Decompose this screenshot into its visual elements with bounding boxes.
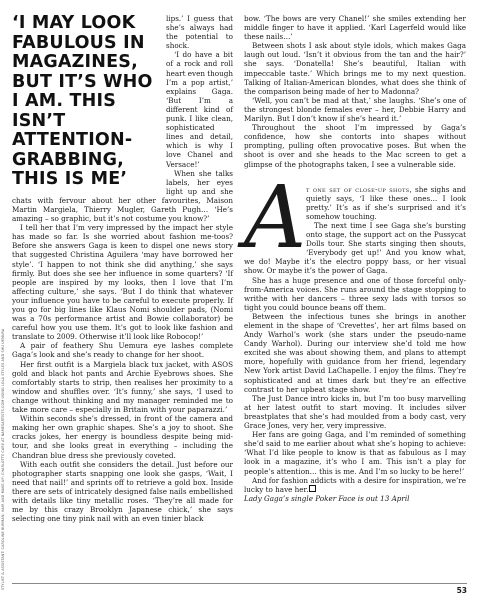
dropcap-text: she sighs and quietly says, ‘I like these ones… I look pretty.’ It’s as if she’s surprised and it’s somehow touching.	[306, 184, 466, 221]
photo-credit-text: STYLIST & ASSISTANT: CAROLINE BURMAN. HAIR AND MAKE-UP: CHARLOTTE CARE AT NAMESARTISTS.COM USING LOLA STYLES AND SHU UEMURA	[1, 328, 5, 590]
body-paragraph: The Just Dance intro kicks in, but I’m too busy marvelling at her latest outfit to start moving. It includes silver breastplates that she’s had moulded from a body cast, very Grace Jones, very her, very impressive.	[244, 393, 466, 431]
body-paragraph	[244, 476, 466, 494]
photo-credit	[1, 300, 7, 590]
left-column	[12, 14, 233, 523]
body-paragraph: Between the infectious tunes she brings in another element in the shape of ‘Crevettes’, her art films based on Andy Warhol’s work (she stars under the pseudo-name Candy Warhol). During our interview she’d told me how excited she was about showing them, and plans to attempt more, hopefully with guidance from her friend, legendary New York artist David LaChapelle. I enjoy the films. They’re sophisticated and at times dark but they’re an effective contrast to her upbeat stage show.	[244, 311, 466, 394]
body-paragraph: Her first outfit is a Margiela black tux jacket, with ASOS gold and black hot pants and Archie Eyebrows shoes. She comfortably starts to strip, then realises her proximity to a window and shuffles over. ‘It’s funny,’ she says, ‘I used to change without thinking and my manager reminded me to take more care – especially in Britain with your paparazzi.’	[12, 359, 233, 415]
end-mark-icon	[309, 485, 316, 492]
body-paragraph: bow. ‘The bows are very Chanel!’ she smiles extending her middle finger to have it applied. ‘Karl Lagerfeld would like these nails…’	[244, 14, 466, 42]
right-column	[244, 14, 466, 503]
dropcap-lead-in: t one set of close-up shots,	[306, 184, 413, 194]
body-paragraph: When she talks labels, her eyes light up and she chats with fervour about her other favourites, Maison Martin Margiela, Thierry Mugler, Gareth Pugh… ‘He’s amazing – so graphic, but it’s not costume you know?’	[12, 168, 233, 224]
pull-quote: ‘I MAY LOOK FABULOUS IN MAGAZINES, BUT IT’S WHO I AM. THIS ISN’T ATTENTION-GRABBING, THIS IS ME’	[12, 13, 153, 189]
body-paragraph: I tell her that I’m very impressed by the impact her style has made so far. Is she worried about fashion me-toos? Before she answers Gaga is keen to dispel one news story that suggested Christina Aguilera ‘may have borrowed her style’. ‘I happen to not think she did anything,’ she says firmly. But does she see her influence in some quarters? ‘If people are inspired by my looks, then I love that I’m affecting culture,’ she says. ‘But I do think that whatever your influence you have to be careful to execute properly. If you go for big lines like Klaus Nomi shoulder pads, (Nomi was a 70s performance artist and Bowie collaborator) be careful how you use them. It’s got to look like fashion and translate to 2009. Otherwise it’ll look like Robocop!’	[12, 223, 233, 342]
body-paragraph: A pair of feathery Shu Uemura eye lashes complete Gaga’s look and she’s ready to change for her shoot.	[12, 341, 233, 360]
body-paragraph: The next time I see Gaga she’s bursting onto stage, the support act on the Pussycat Dolls tour. She starts singing then shouts, ‘Everybody get up!’ And you know what, we do! Maybe it’s the electro poppy bass, or her visual show. Or maybe it’s the power of Gaga.	[244, 220, 466, 276]
body-paragraph: ‘I do have a bit of a rock and roll heart even though I’m a pop artist,’ explains Gaga. ‘But I’m a different kind of punk. I like clean, sophisticated lines and detail, which is why I love Chanel and Versace!’	[166, 50, 233, 169]
footer-rule	[12, 583, 467, 584]
page-number: 53	[456, 586, 467, 595]
body-paragraph: Her fans are going Gaga, and I’m reminded of something she’d said to me earlier about what she’s hoping to achieve: ‘What I’d like people to know is that as fabulous as I may look in a magazine, it’s who I am. This isn’t a play for people’s attention… this is me. And I’m so lucky to be here!’	[244, 430, 466, 476]
drop-cap: A	[244, 167, 307, 268]
body-paragraph: ‘Well, you can’t be mad at that,’ she laughs. ‘She’s one of the strongest blonde females ever – her, Debbie Harry and Marilyn. But I don’t know if she’s heard it.’	[244, 95, 466, 124]
body-paragraph: lips.’ I guess that she’s always had the potential to shock.	[166, 14, 233, 51]
body-paragraph: Between shots I ask about style idols, which makes Gaga laugh out loud. ‘Isn’t it obvious from the tan and the hair?’ she says. ‘Donatella! She’s beautiful, Italian with impeccable taste.’ Which brings me to my next question. Talking of Italian-American blondes, what does she think of the comparison being made of her to Madonna?	[244, 41, 466, 96]
closing-text: And for fashion addicts with a desire for inspiration, we’re lucky to have her.	[244, 475, 466, 494]
body-paragraph: Throughout the shoot I’m impressed by Gaga’s confidence, how she contorts into shapes without prompting, pulling often provocative poses. But when the shoot is over and she heads to the Mac screen to get a glimpse of the photographs taken, I see a vulnerable side.	[244, 123, 466, 169]
caption: Lady Gaga’s single Poker Face is out 13 April	[244, 493, 410, 503]
body-paragraph: Within seconds she’s dressed, in front of the camera and making her own graphic shapes. She’s a joy to shoot. She cracks jokes, her energy is boundless despite being mid-tour, and she looks great in everything – including the Chandran blue dress she previously coveted.	[12, 414, 233, 460]
body-paragraph: She has a huge presence and one of those forceful only-from-America voices. She runs around the stage stopping to writhe with her dancers – three sexy lads with torsos so tight you could bounce beans off them.	[244, 275, 466, 312]
body-paragraph: With each outfit she considers the detail. Just before our photographer starts snapping one look she gasps, ‘Wait, I need that nail!’ and sprints off to retrieve a gold box. Inside there are sets of intricately designed false nails embellished with details like tiny metallic roses. ‘They’re all made for me by this crazy Brooklyn Japanese chick,’ she says selecting one tiny pink nail with an even tinier black	[12, 459, 233, 524]
